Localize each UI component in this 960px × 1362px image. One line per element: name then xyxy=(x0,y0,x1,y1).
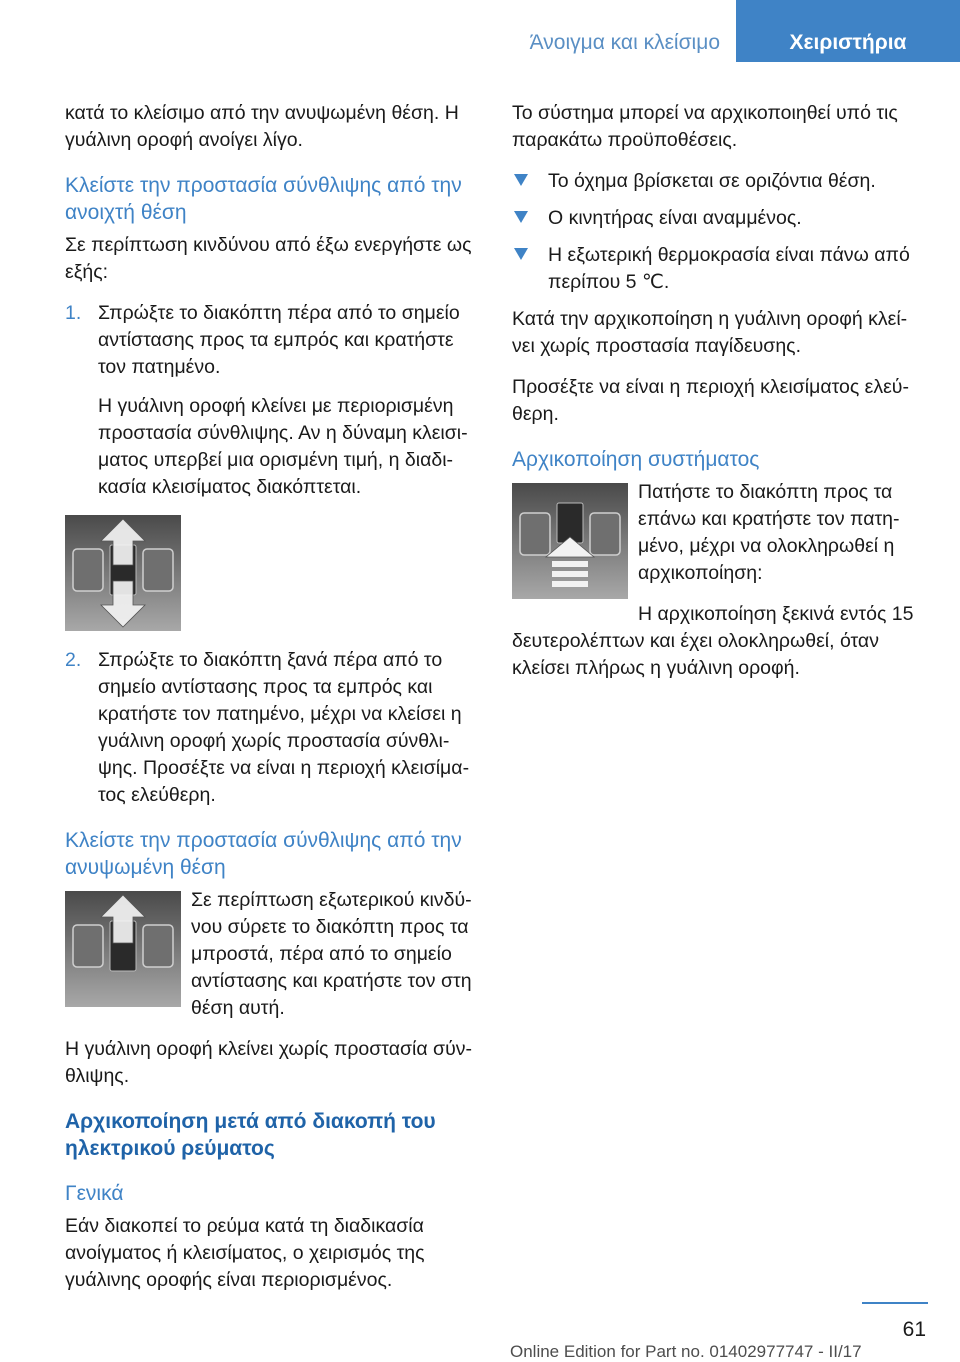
heading-general: Γενικά xyxy=(65,1182,124,1205)
triangle-bullet-icon xyxy=(514,174,528,186)
heading-system-init: Αρχικοποίηση συστήματος xyxy=(512,448,760,471)
switch-press-up-illustration xyxy=(512,483,628,599)
init-step-paragraph: Πατήστε το διακόπτη προς τα επάνω και κρατήστε τον πατη‐ μένο, μέχρι να ολοκληρωθεί η αρχικοποίηση: xyxy=(638,481,900,584)
keep-area-free-paragraph: Προσέξτε να είναι η περιοχή κλεισίματος ελεύ‐ θερη. xyxy=(512,376,909,425)
step-1-note: Η γυάλινη οροφή κλείνει με περιορισμένη προστασία σύνθλιψης. Αν η δύναμη κλεισι‐ ματος υπερβεί μια ορισμένη τιμή, η διαδι‐ κασία κλεισίματος διακόπτεται. xyxy=(98,395,468,498)
right-column xyxy=(512,100,927,696)
init-duration-paragraph: Η αρχικοποίηση ξεκινά εντός 15 δευτερολέπτων και έχει ολοκληρωθεί, όταν κλείσει πλήρως η γυάλινη οροφή. xyxy=(512,603,914,679)
general-paragraph: Εάν διακοπεί το ρεύμα κατά τη διαδικασία ανοίγματος ή κλεισίματος, ο χειρισμός της γυάλινης οροφής είναι περιορισμένος. xyxy=(65,1215,425,1291)
open-position-paragraph: Σε περίπτωση κινδύνου από έξω ενεργήστε ως εξής: xyxy=(65,234,472,283)
step-2-number: 2. xyxy=(65,649,82,671)
heading-close-from-open: Κλείστε την προστασία σύνθλιψης από την ανοιχτή θέση xyxy=(65,174,462,224)
raised-position-result: Η γυάλινη οροφή κλείνει χωρίς προστασία σύν‐ θλιψης. xyxy=(65,1038,472,1087)
condition-item: Η εξωτερική θερμοκρασία είναι πάνω από περίπου 5 ℃. xyxy=(512,242,927,296)
heading-close-from-raised: Κλείστε την προστασία σύνθλιψης από την ανυψωμένη θέση xyxy=(65,829,462,879)
intro-paragraph: κατά το κλείσιμο από την ανυψωμένη θέση. Η γυάλινη οροφή ανοίγει λίγο. xyxy=(65,102,459,151)
switch-push-forward-illustration xyxy=(65,515,181,631)
page-header xyxy=(0,0,960,62)
edition-info: Online Edition for Part no. 01402977747 - II/17 xyxy=(510,1342,862,1361)
condition-item: Το όχημα βρίσκεται σε οριζόντια θέση. xyxy=(512,168,927,195)
step-2 xyxy=(65,647,480,809)
step-1 xyxy=(65,300,480,501)
conditions-paragraph: Το σύστημα μπορεί να αρχικοποιηθεί υπό τις παρακάτω προϋποθέσεις. xyxy=(512,102,898,151)
page-number: 61 xyxy=(902,1318,926,1341)
left-column xyxy=(65,100,480,1308)
footer-rule xyxy=(862,1302,928,1304)
section-title: Άνοιγμα και κλείσιμο xyxy=(529,31,720,54)
init-note-paragraph: Κατά την αρχικοποίηση η γυάλινη οροφή κλεί‐ νει χωρίς προστασία παγίδευσης. xyxy=(512,308,908,357)
step-1-text: Σπρώξτε το διακόπτη πέρα από το σημείο αντίστασης προς τα εμπρός και κρατήστε τον πατημένο. xyxy=(98,302,460,378)
heading-init-after-power-loss: Αρχικοποίηση μετά από διακοπή του ηλεκτρικού ρεύματος xyxy=(65,1110,436,1160)
step-2-text: Σπρώξτε το διακόπτη ξανά πέρα από το σημείο αντίστασης προς τα εμπρός και κρατήστε τον πατημένο, μέχρι να κλείσει η γυάλινη οροφή χωρίς προστασία σύνθλι‐ ψης. Προσέξτε να είναι η περιοχή κλεισίμα‐ τος ελεύθερη. xyxy=(98,649,470,806)
chapter-tab: Χειριστήρια xyxy=(736,0,960,62)
triangle-bullet-icon xyxy=(514,211,528,223)
raised-position-paragraph: Σε περίπτωση εξωτερικού κινδύ‐ νου σύρετε το διακόπτη προς τα μπροστά, πέρα από το σημείο αντίστασης και κρατήστε τον στη θέση αυτή. xyxy=(191,889,472,1019)
condition-item: Ο κινητήρας είναι αναμμένος. xyxy=(512,205,927,232)
triangle-bullet-icon xyxy=(514,248,528,260)
step-1-number: 1. xyxy=(65,302,82,324)
switch-slide-forward-illustration xyxy=(65,891,181,1007)
